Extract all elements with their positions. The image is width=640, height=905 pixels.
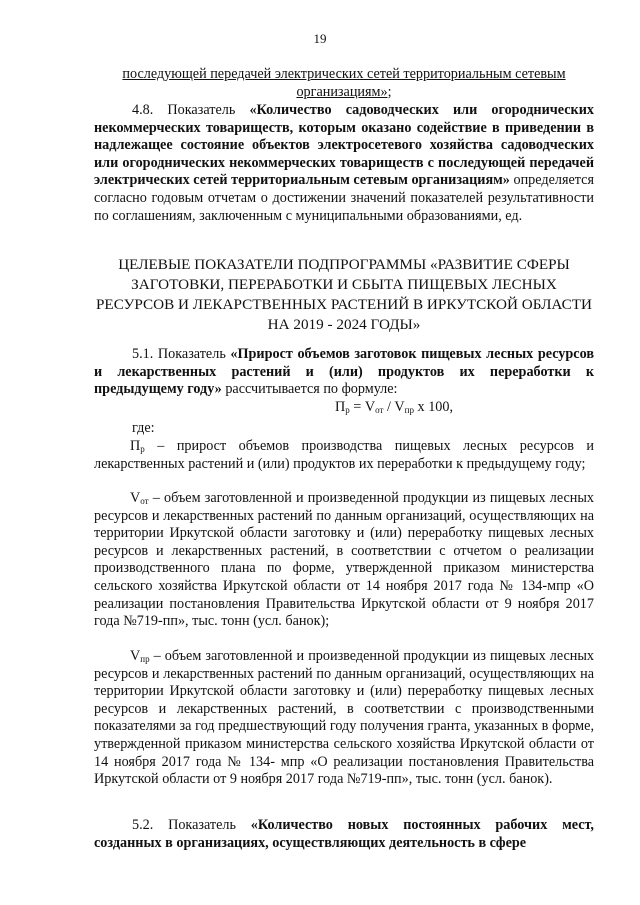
formula: $П_р = V_{от} / V_{пр}$ x 100,: [334, 399, 454, 415]
continuation-text: последующей передачей электрических сетей территориальным сетевым организациям»;: [122, 66, 566, 100]
page-number: 19: [313, 31, 327, 46]
paragraph-4-8-indicator: «Количество садоводческих или огороднических некоммерческих товариществ, которым оказано содействие в приведении в надлежащее состояние объектов электросетевого хозяйства садоводческих или огороднических некоммерческих товариществ с последующей передачей электрических сетей территориальным сетевым организациям»: [94, 102, 594, 189]
where-label: где:: [132, 420, 155, 436]
paragraph-5-2-indicator: «Количество новых постоянных рабочих мест, созданных в организациях, осуществляющих деятельность в сфере: [94, 817, 594, 851]
paragraph-5-1-lead: 5.1. Показатель: [132, 346, 231, 362]
paragraph-4-8-rest: определяется согласно годовым отчетам о достижении значений показателей результативности по соглашениям, заключенным с муниципальными образованиями, ед.: [94, 172, 594, 224]
section-heading: ЦЕЛЕВЫЕ ПОКАЗАТЕЛИ ПОДПРОГРАММЫ «РАЗВИТИЕ СФЕРЫ ЗАГОТОВКИ, ПЕРЕРАБОТКИ И СБЫТА ПИЩЕВЫХ ЛЕСНЫХ РЕСУРСОВ И ЛЕКАРСТВЕННЫХ РАСТЕНИЙ В ИРКУТСКОЙ ОБЛАСТИ НА 2019 - 2024 ГОДЫ»: [95, 256, 592, 333]
paragraph-5-1-indicator: «Прирост объемов заготовок пищевых лесных ресурсов и лекарственных растений и (или) продуктов их переработки к предыдущему году»: [94, 346, 594, 398]
paragraph-5-1-rest: рассчитывается по формуле:: [221, 381, 398, 398]
definition-v-ot: $V_{от}$ – объем заготовленной и произведенной продукции из пищевых лесных ресурсов и лекарственных растений по данным организаций, осуществляющих на территории Иркутской области заготовку и (или) переработку пищевых лесных ресурсов и лекарственных растений, в соответствии с отчетом о реализации производственного плана по форме, утвержденной приказом министерства сельского хозяйства Иркутской области от 14 ноября 2017 года № 134-мпр «О реализации постановления Правительства Иркутской области от 9 ноября 2017 года №719-пп», тыс. тонн (усл. банок);: [94, 490, 594, 630]
paragraph-5-2-lead: 5.2. Показатель: [132, 817, 251, 833]
paragraph-5-2: [94, 817, 594, 852]
paragraph-4-8-lead: 4.8. Показатель: [132, 102, 250, 118]
definition-p: $П_р$ – прирост объемов производства пищевых лесных ресурсов и лекарственных растений и (или) продуктов их переработки к предыдущему году;: [94, 438, 594, 472]
paragraph-5-1: [94, 346, 594, 399]
definition-v-pr: $V_{пр}$ – объем заготовленной и произведенной продукции из пищевых лесных ресурсов и лекарственных растений по данным организаций, осуществляющих на территории Иркутской области заготовку и (или) переработку пищевых лесных ресурсов и лекарственных растений, в соответствии с производственными показателями за год предшествующий году получения гранта, указанных в форме, утвержденной приказом министерства сельского хозяйства Иркутской области от 14 ноября 2017 года № 134- мпр «О реализации постановления Правительства Иркутской области от 9 ноября 2017 года №719-пп», тыс. тонн (усл. банок).: [94, 648, 594, 788]
paragraph-4-8: [94, 102, 594, 225]
